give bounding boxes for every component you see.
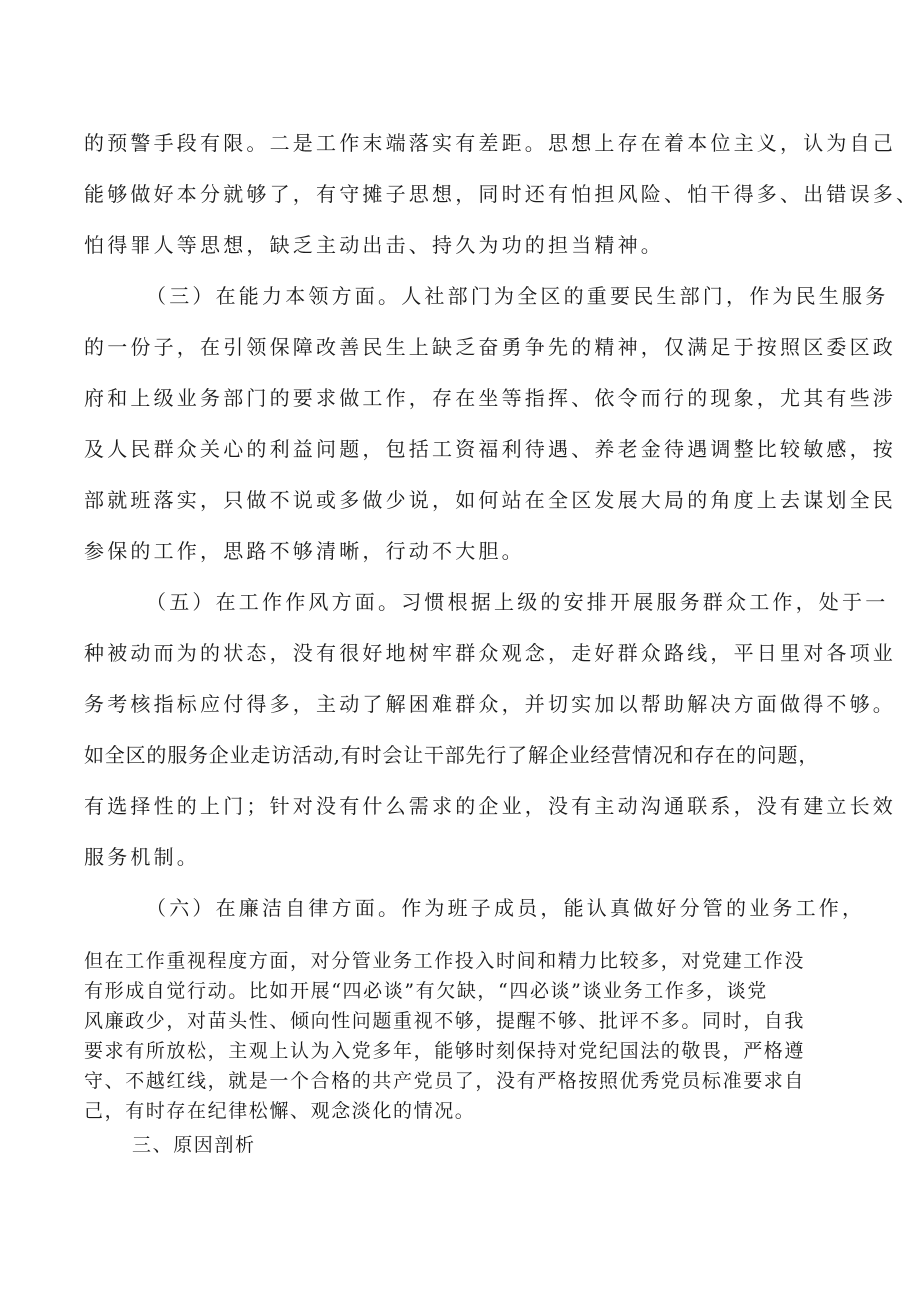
section-heading-cause-analysis: 三、原因剖析: [132, 1134, 256, 1156]
text-line: 务考核指标应付得多，主动了解困难群众，并切实加以帮助解决方面做得不够。: [84, 692, 896, 716]
text-line: 府和上级业务部门的要求做工作，存在坐等指挥、依令而行的现象，尤其有些涉: [84, 386, 896, 410]
text-line: 部就班落实，只做不说或多做少说，如何站在全区发展大局的角度上去谋划全民: [84, 488, 896, 512]
section-three-heading: （三）在能力本领方面。人社部门为全区的重要民生部门，作为民生服务: [146, 284, 889, 308]
text-line: 能够做好本分就够了，有守摊子思想，同时还有怕担风险、怕干得多、出错误多、: [84, 182, 920, 206]
text-line: 参保的工作，思路不够清晰，行动不大胆。: [84, 539, 525, 563]
text-line: 要求有所放松，主观上认为入党多年，能够时刻保持对党纪国法的敬畏，严格遵: [84, 1040, 806, 1062]
text-line: 的一份子，在引领保障改善民生上缺乏奋勇争先的精神，仅满足于按照区委区政: [84, 335, 896, 359]
text-line: 己，有时存在纪律松懈、观念淡化的情况。: [84, 1100, 476, 1122]
text-line: 有选择性的上门；针对没有什么需求的企业，没有主动沟通联系，没有建立长效: [84, 794, 896, 818]
text-line: 及人民群众关心的利益问题，包括工资福利待遇、养老金待遇调整比较敏感，按: [84, 437, 896, 461]
text-line: 种被动而为的状态，没有很好地树牢群众观念，走好群众路线，平日里对各项业: [84, 641, 896, 665]
text-line: 服务机制。: [84, 845, 200, 869]
text-line: 如全区的服务企业走访活动,有时会让干部先行了解企业经营情况和存在的问题，: [84, 743, 820, 767]
section-five-heading: （五）在工作作风方面。习惯根据上级的安排开展服务群众工作，处于一: [146, 590, 889, 614]
text-line: 的预警手段有限。二是工作末端落实有差距。思想上存在着本位主义，认为自己: [84, 131, 896, 155]
section-six-heading: （六）在廉洁自律方面。作为班子成员，能认真做好分管的业务工作，: [146, 896, 866, 920]
text-line: 有形成自觉行动。比如开展“四必谈”有欠缺，“四必谈”谈业务工作多，谈党: [84, 980, 768, 1002]
text-line: 怕得罪人等思想，缺乏主动出击、持久为功的担当精神。: [84, 233, 664, 257]
text-line: 但在工作重视程度方面，对分管业务工作投入时间和精力比较多，对党建工作没: [84, 950, 806, 972]
text-line: 风廉政少，对苗头性、倾向性问题重视不够，提醒不够、批评不多。同时，自我: [84, 1010, 806, 1032]
text-line: 守、不越红线，就是一个合格的共产党员了，没有严格按照优秀党员标准要求自: [84, 1070, 806, 1092]
